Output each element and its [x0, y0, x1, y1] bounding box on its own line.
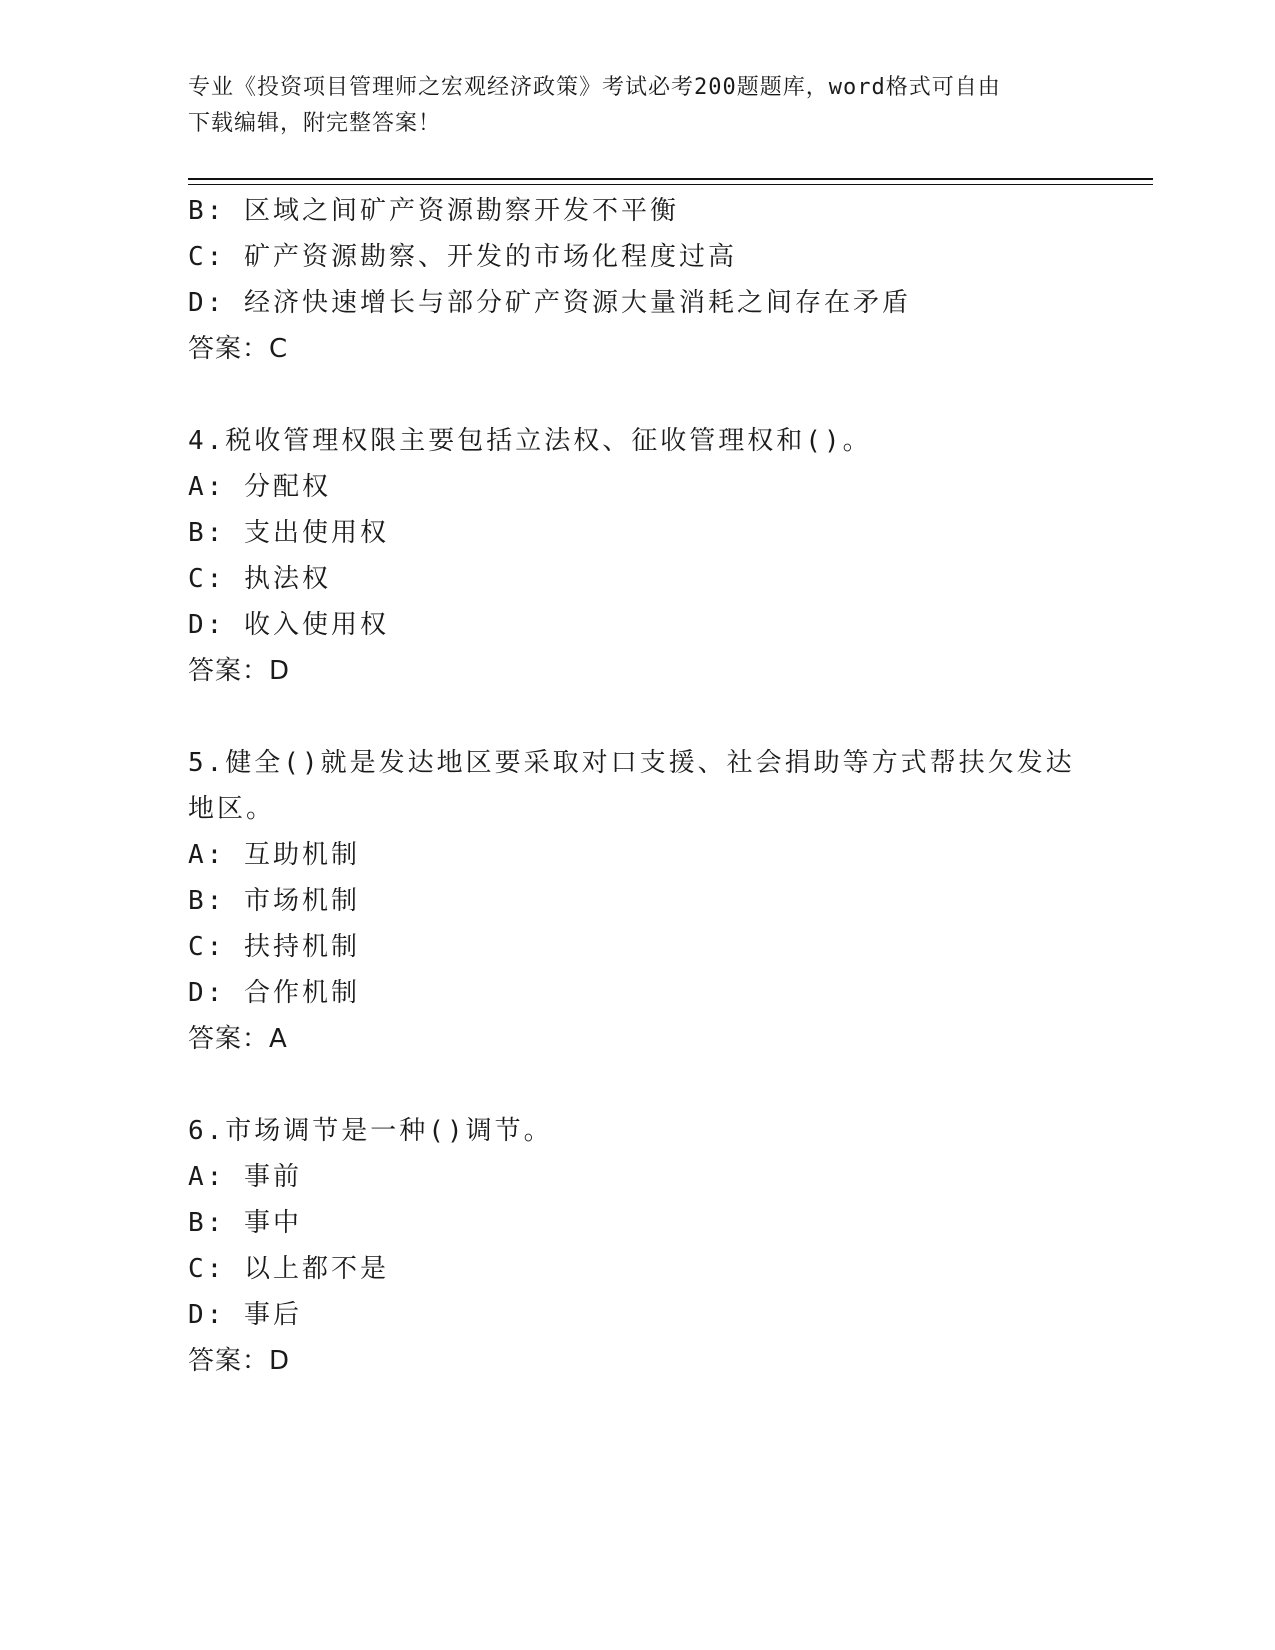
document-header [188, 70, 1088, 142]
question-stem: 6.市场调节是一种()调节。 [188, 1116, 553, 1146]
option-b: B: 区域之间矿产资源勘察开发不平衡 [188, 196, 679, 226]
option-d: D: 事后 [188, 1300, 302, 1330]
option-c: C: 执法权 [188, 564, 331, 594]
option-d: D: 经济快速增长与部分矿产资源大量消耗之间存在矛盾 [188, 288, 911, 318]
spacer [188, 694, 1068, 740]
question-3 [188, 188, 1068, 372]
answer: 答案：C [188, 334, 289, 364]
option-a: A: 分配权 [188, 472, 331, 502]
option-b: B: 市场机制 [188, 886, 360, 916]
option-c: C: 矿产资源勘察、开发的市场化程度过高 [188, 242, 737, 272]
question-5 [188, 740, 1075, 1062]
answer: 答案：D [188, 1346, 291, 1376]
header-line-1: 专业《投资项目管理师之宏观经济政策》考试必考200题题库，word格式可自由 [188, 75, 1001, 100]
question-4 [188, 418, 1068, 694]
question-stem-line-1: 5.健全()就是发达地区要采取对口支援、社会捐助等方式帮扶欠发达 [188, 748, 1075, 778]
question-list [188, 188, 1075, 1384]
answer: 答案：D [188, 656, 291, 686]
option-c: C: 以上都不是 [188, 1254, 389, 1284]
option-b: B: 事中 [188, 1208, 302, 1238]
spacer [188, 1062, 1068, 1108]
option-d: D: 收入使用权 [188, 610, 389, 640]
option-d: D: 合作机制 [188, 978, 360, 1008]
answer: 答案：A [188, 1024, 288, 1054]
question-stem-line-2: 地区。 [188, 794, 276, 824]
option-a: A: 互助机制 [188, 840, 360, 870]
header-divider-thick [188, 178, 1153, 180]
question-6 [188, 1108, 1068, 1384]
option-c: C: 扶持机制 [188, 932, 360, 962]
option-b: B: 支出使用权 [188, 518, 389, 548]
header-line-2: 下载编辑，附完整答案！ [188, 111, 442, 136]
question-stem: 4.税收管理权限主要包括立法权、征收管理权和()。 [188, 426, 872, 456]
option-a: A: 事前 [188, 1162, 302, 1192]
spacer [188, 372, 1068, 418]
header-divider-thin [188, 184, 1153, 185]
